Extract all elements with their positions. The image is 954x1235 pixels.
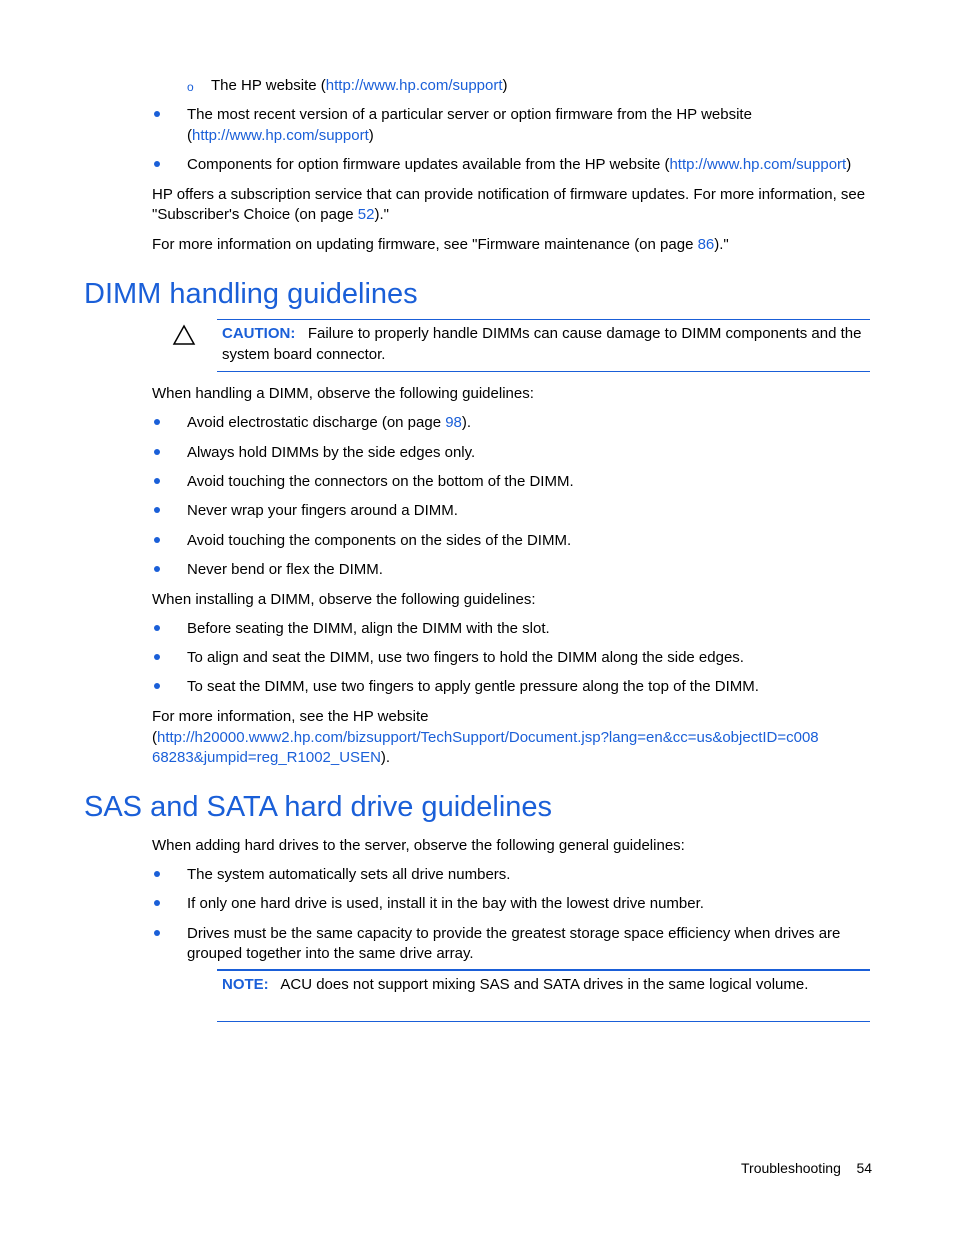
bullet-icon	[154, 478, 160, 484]
hp-support-link[interactable]: http://www.hp.com/support	[325, 77, 503, 94]
caution-icon	[172, 324, 196, 346]
list-item: The most recent version of a particular server or option firmware from the HP website	[187, 106, 752, 123]
paragraph-continuation: "Subscriber's Choice (on page 52)."	[152, 206, 389, 223]
list-item: Avoid electrostatic discharge (on page 98).	[187, 414, 472, 431]
caution-text-continuation: system board connector.	[222, 346, 386, 363]
list-item: Avoid touching the components on the sides of the DIMM.	[187, 532, 572, 549]
bullet-icon	[154, 111, 160, 117]
page-link[interactable]: 52	[357, 206, 375, 223]
more-info-link-line: (http://h20000.www2.hp.com/bizsupport/TechSupport/Document.jsp?lang=en&cc=us&objectID=c008	[152, 729, 819, 746]
hp-support-link[interactable]: http://www.hp.com/support	[192, 127, 369, 144]
more-info-link-line: 68283&jumpid=reg_R1002_USEN).	[152, 749, 391, 766]
bullet-icon	[154, 419, 160, 425]
section-heading-dimm: DIMM handling guidelines	[84, 278, 418, 310]
bullet-icon	[154, 930, 160, 936]
list-item: Avoid touching the connectors on the bottom of the DIMM.	[187, 473, 574, 490]
list-item: Never bend or flex the DIMM.	[187, 561, 383, 578]
paragraph: HP offers a subscription service that can provide notification of firmware updates. For more information, see	[152, 186, 866, 203]
list-item: To align and seat the DIMM, use two fingers to hold the DIMM along the side edges.	[187, 649, 744, 666]
bullet-icon	[154, 654, 160, 660]
list-item: Components for option firmware updates available from the HP website (http://www.hp.com/support)	[187, 156, 852, 173]
hp-support-link[interactable]: http://www.hp.com/support	[669, 156, 847, 173]
list-item: Drives must be the same capacity to provide the greatest storage space efficiency when drives are	[187, 925, 841, 942]
section-heading-sas: SAS and SATA hard drive guidelines	[84, 791, 553, 823]
list-item: Before seating the DIMM, align the DIMM with the slot.	[187, 620, 550, 637]
caution-text: CAUTION: Failure to properly handle DIMMs can cause damage to DIMM components and the	[222, 325, 862, 342]
bullet-icon	[154, 161, 160, 167]
paragraph: For more information on updating firmware, see "Firmware maintenance (on page 86)."	[152, 236, 729, 253]
list-item: Always hold DIMMs by the side edges only.	[187, 444, 476, 461]
sas-intro: When adding hard drives to the server, observe the following general guidelines:	[152, 837, 685, 854]
footer-section: Troubleshooting	[741, 1160, 841, 1176]
bullet-icon	[154, 449, 160, 455]
list-item: Never wrap your fingers around a DIMM.	[187, 502, 458, 519]
installing-intro: When installing a DIMM, observe the following guidelines:	[152, 591, 536, 608]
sub-item-hp-website: The HP website (http://www.hp.com/support)	[211, 77, 508, 94]
list-item-continuation: (http://www.hp.com/support)	[187, 127, 374, 144]
bullet-icon	[154, 537, 160, 543]
caution-label: CAUTION:	[222, 325, 296, 342]
bullet-icon	[154, 683, 160, 689]
note-top-rule	[217, 969, 870, 971]
list-item-continuation: grouped together into the same drive array.	[187, 945, 474, 962]
hp-document-link[interactable]: http://h20000.www2.hp.com/bizsupport/TechSupport/Document.jsp?lang=en&cc=us&objectID=c008	[157, 729, 819, 746]
more-info-text: For more information, see the HP website	[152, 708, 429, 725]
note-text: NOTE: ACU does not support mixing SAS and SATA drives in the same logical volume.	[222, 976, 809, 993]
bullet-icon	[154, 507, 160, 513]
caution-top-rule	[217, 319, 870, 320]
page-footer	[741, 1158, 872, 1178]
bullet-icon	[154, 900, 160, 906]
list-item: If only one hard drive is used, install it in the bay with the lowest drive number.	[187, 895, 704, 912]
hp-document-link[interactable]: 68283&jumpid=reg_R1002_USEN	[152, 749, 381, 766]
bullet-icon	[154, 566, 160, 572]
note-label: NOTE:	[222, 976, 269, 993]
list-item: To seat the DIMM, use two fingers to apply gentle pressure along the top of the DIMM.	[187, 678, 759, 695]
list-item: The system automatically sets all drive numbers.	[187, 866, 511, 883]
handling-intro: When handling a DIMM, observe the following guidelines:	[152, 385, 534, 402]
bullet-icon	[154, 871, 160, 877]
bullet-icon	[154, 625, 160, 631]
page-number: 54	[856, 1160, 873, 1176]
caution-bottom-rule	[217, 371, 870, 372]
page-link[interactable]: 98	[445, 414, 462, 431]
note-bottom-rule	[217, 1021, 870, 1022]
sub-bullet-marker: o	[187, 80, 194, 94]
page-link[interactable]: 86	[697, 236, 715, 253]
